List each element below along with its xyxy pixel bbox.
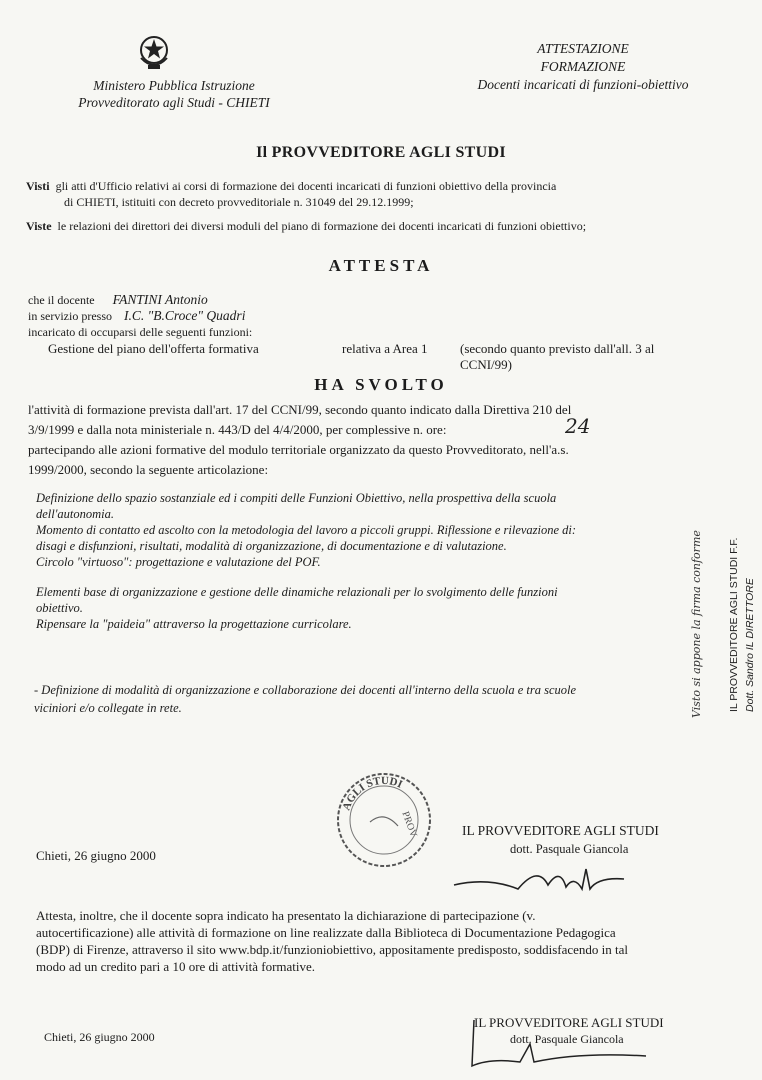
funzione-note-line2: CCNI/99) — [460, 357, 512, 372]
viste-text: le relazioni dei direttori dei diversi moduli del piano di formazione dei docenti incaricati di funzioni obiettivo; — [57, 219, 587, 233]
handwritten-hours: 24 — [565, 414, 591, 438]
para2-line4: modo ad un credito pari a 10 ore di attività formative. — [36, 959, 316, 974]
visti-text-line2: di CHIETI, istituiti con decreto provveditoriale n. 31049 del 29.12.1999; — [64, 195, 414, 209]
topic-1b: dell'autonomia. — [36, 507, 115, 521]
side-stamp-line2: Dott. Sandro IL DIRETTORE — [744, 578, 756, 712]
body-line4: 1999/2000, secondo la seguente articolazione: — [28, 462, 269, 477]
visti-paragraph — [26, 178, 726, 210]
stamp-text-top: AGLI STUDI — [340, 774, 405, 813]
topic-4b: obiettivo. — [36, 601, 83, 615]
side-stamp-line1: IL PROVVEDITORE AGLI STUDI F.F. — [728, 537, 740, 712]
topic-6b: viciniori e/o collegate in rete. — [34, 701, 182, 715]
topic-5: Ripensare la "paideia" attraverso la progettazione curricolare. — [36, 617, 352, 631]
topics-group-3 — [34, 681, 724, 717]
viste-paragraph — [26, 218, 736, 234]
signature-2-title: IL PROVVEDITORE AGLI STUDI — [474, 1015, 664, 1030]
ministry-line2: Provveditorato agli Studi - CHIETI — [78, 95, 270, 110]
ministry-header — [54, 77, 294, 111]
visti-text-line1: gli atti d'Ufficio relativi ai corsi di formazione dei docenti incaricati di funzioni obiettivo della provincia — [55, 179, 557, 193]
official-stamp — [330, 770, 438, 870]
handwritten-signature-2 — [460, 1018, 650, 1074]
side-handwritten-note: Visto si appone la firma conforme — [690, 530, 703, 718]
body-line2: 3/9/1999 e dalla nota ministeriale n. 443/D del 4/4/2000, per complessive n. ore: — [28, 422, 447, 437]
ministry-line1: Ministero Pubblica Istruzione — [93, 78, 255, 93]
emblem-icon — [136, 32, 172, 72]
ha-svolto-heading: HA SVOLTO — [314, 375, 448, 394]
stamp-text-side: PROV — [399, 810, 419, 839]
topic-1: Definizione dello spazio sostanziale ed i compiti delle Funzioni Obiettivo, nella prospettiva della scuola — [36, 491, 557, 505]
visti-label: Visti — [26, 179, 50, 193]
page-title: Il PROVVEDITORE AGLI STUDI — [256, 144, 506, 161]
attestazione-line2: FORMAZIONE — [540, 59, 626, 74]
docente-block — [28, 292, 252, 340]
topics-group-2 — [36, 584, 716, 632]
body-line3: partecipando alle azioni formative del modulo territoriale organizzato da questo Provveditorato, nell'a.s. — [28, 442, 569, 457]
viste-label: Viste — [26, 219, 52, 233]
signature-1-title: IL PROVVEDITORE AGLI STUDI — [462, 823, 659, 838]
funzione-area: relativa a Area 1 — [342, 341, 428, 356]
para2-line2: autocertificazione) alle attività di formazione on line realizzate dalla Biblioteca di Documentazione Pedagogica — [36, 925, 616, 940]
signature-1-name: dott. Pasquale Giancola — [510, 842, 629, 856]
svg-text:AGLI STUDI — [341, 775, 405, 812]
topic-2b: disagi e disfunzioni, risultati, modalità di organizzazione, di documentazione e di valutazione. — [36, 539, 507, 553]
topic-2: Momento di contatto ed ascolto con la metodologia del lavoro a piccoli gruppi. Riflessione e rilevazione di: — [36, 523, 577, 537]
topic-6: - Definizione di modalità di organizzazione e collaborazione dei docenti all'interno della scuola e tra scuole — [34, 683, 577, 697]
funzione-note — [460, 341, 720, 373]
docente-prefix: che il docente — [28, 293, 95, 307]
signature-2-name: dott. Pasquale Giancola — [510, 1032, 624, 1046]
handwritten-signature-1 — [448, 855, 628, 895]
body-paragraph — [28, 400, 738, 480]
attestazione-line3: Docenti incaricati di funzioni-obiettivo — [477, 77, 689, 92]
attestazione-header — [458, 40, 708, 94]
date-2: Chieti, 26 giugno 2000 — [44, 1030, 155, 1044]
topic-4: Elementi base di organizzazione e gestione delle dinamiche relazionali per lo svolgimento delle funzioni — [36, 585, 558, 599]
attesta-inoltre-paragraph — [36, 907, 736, 975]
funzione-name: Gestione del piano dell'offerta formativa — [48, 341, 259, 356]
incarico-text: incaricato di occuparsi delle seguenti funzioni: — [28, 325, 253, 339]
date-1: Chieti, 26 giugno 2000 — [36, 848, 156, 863]
docente-name: FANTINI Antonio — [112, 292, 208, 307]
para2-line1: Attesta, inoltre, che il docente sopra indicato ha presentato la dichiarazione di partecipazione (v. — [36, 908, 536, 923]
topic-3: Circolo "virtuoso": progettazione e valutazione del POF. — [36, 555, 321, 569]
body-line1: l'attività di formazione prevista dall'art. 17 del CCNI/99, secondo quanto indicato dalla Direttiva 210 del — [28, 402, 572, 417]
attesta-heading: ATTESTA — [328, 256, 434, 275]
topics-group-1 — [36, 490, 716, 570]
service-prefix: in servizio presso — [28, 309, 112, 323]
funzione-note-line1: (secondo quanto previsto dall'all. 3 al — [460, 341, 655, 356]
side-annotation — [686, 450, 762, 720]
attestazione-line1: ATTESTAZIONE — [537, 41, 629, 56]
school-name: I.C. "B.Croce" Quadri — [123, 308, 246, 323]
para2-line3: (BDP) di Firenze, attraverso il sito www.bdp.it/funzioniobiettivo, appositamente predisposto, soddisfacendo in tal — [36, 942, 628, 957]
